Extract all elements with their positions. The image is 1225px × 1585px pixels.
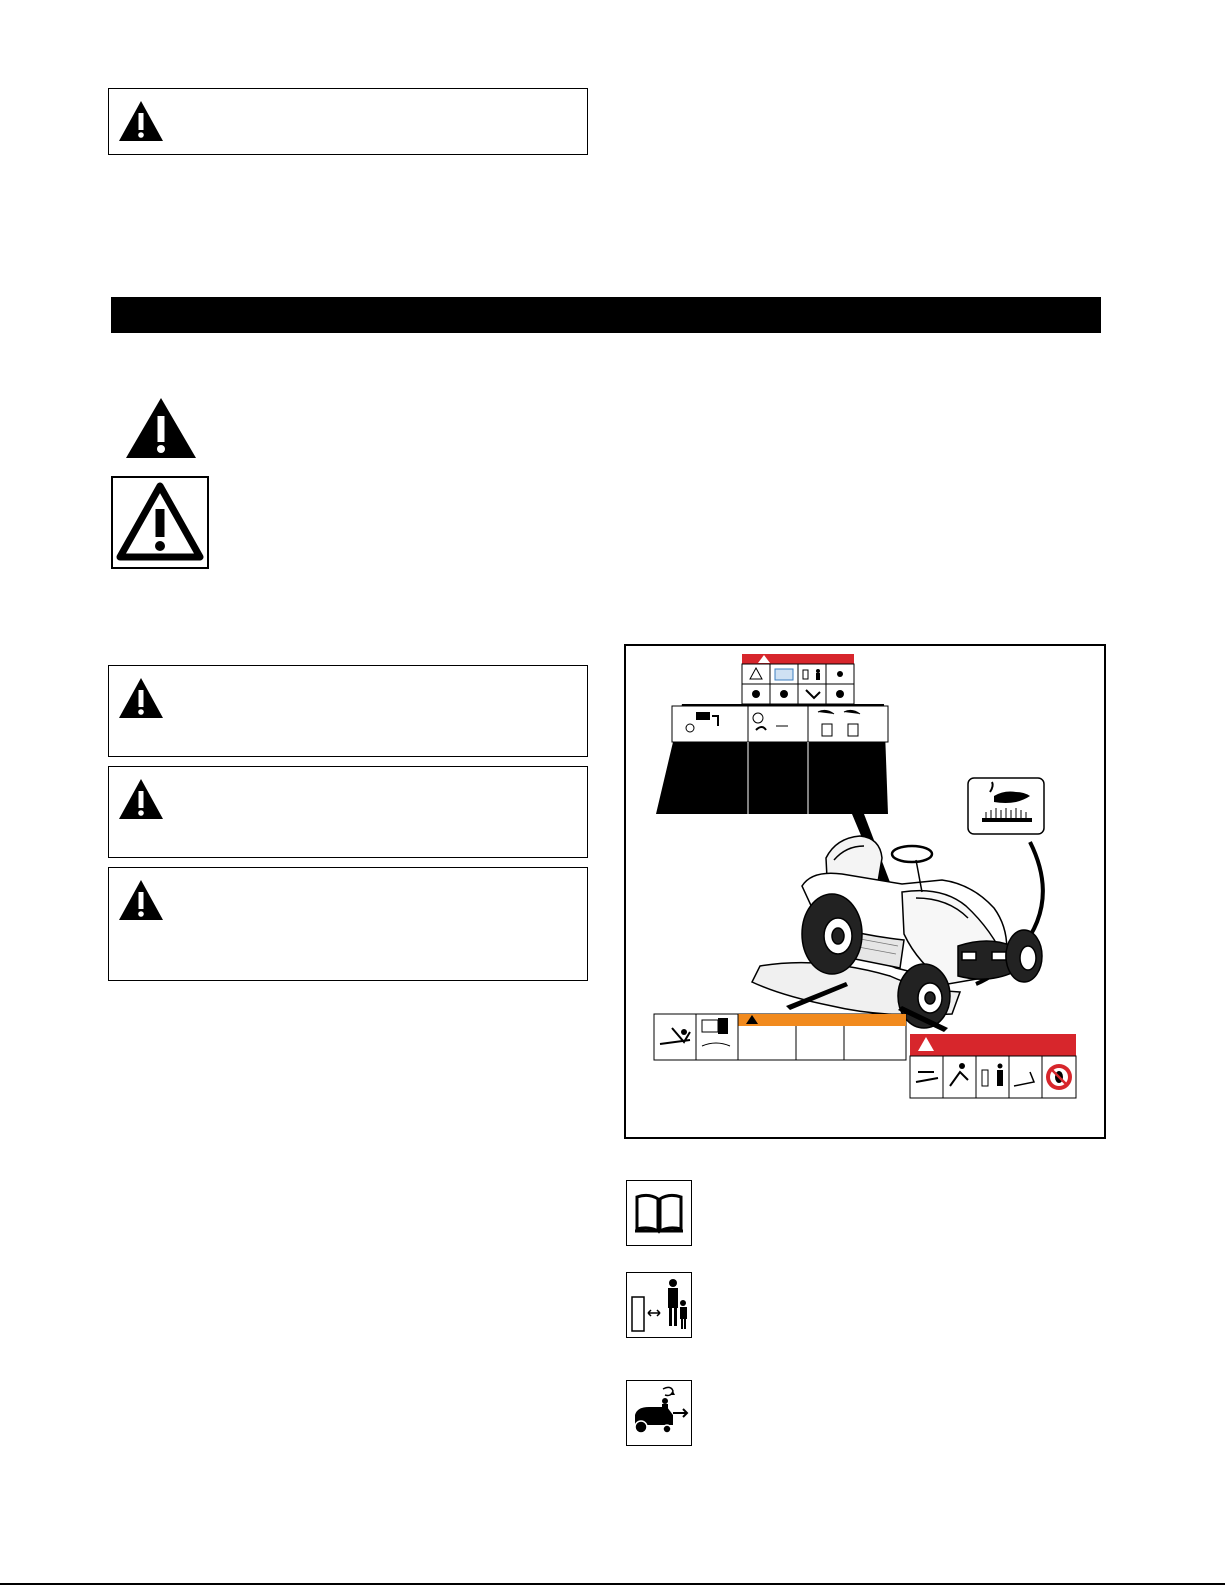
mower-decal-illustration: [626, 646, 1104, 1137]
operators-manual-icon: [626, 1180, 692, 1246]
section-heading-bar: [111, 297, 1101, 333]
warning-box-1: [108, 665, 588, 757]
decal-location-figure: [624, 644, 1106, 1139]
rollover-tractor-icon: [626, 1380, 692, 1446]
warning-triangle-icon: [117, 777, 165, 821]
warning-triangle-icon: [117, 676, 165, 720]
safety-alert-icon: [124, 396, 198, 460]
riding-mower-illustration: [752, 836, 1042, 1028]
warning-triangle-icon: [117, 878, 165, 922]
hot-surface-icon: [968, 778, 1044, 834]
warning-triangle-icon: [117, 99, 165, 143]
outlined-warning-icon: [111, 476, 209, 569]
dash-decal: [656, 654, 888, 814]
rear-danger-decal: [910, 1034, 1076, 1098]
deck-warning-decal: [654, 1014, 906, 1060]
top-warning-box: [108, 88, 588, 155]
keep-bystanders-away-icon: [626, 1272, 692, 1338]
warning-box-3: [108, 867, 588, 981]
warning-box-2: [108, 766, 588, 858]
